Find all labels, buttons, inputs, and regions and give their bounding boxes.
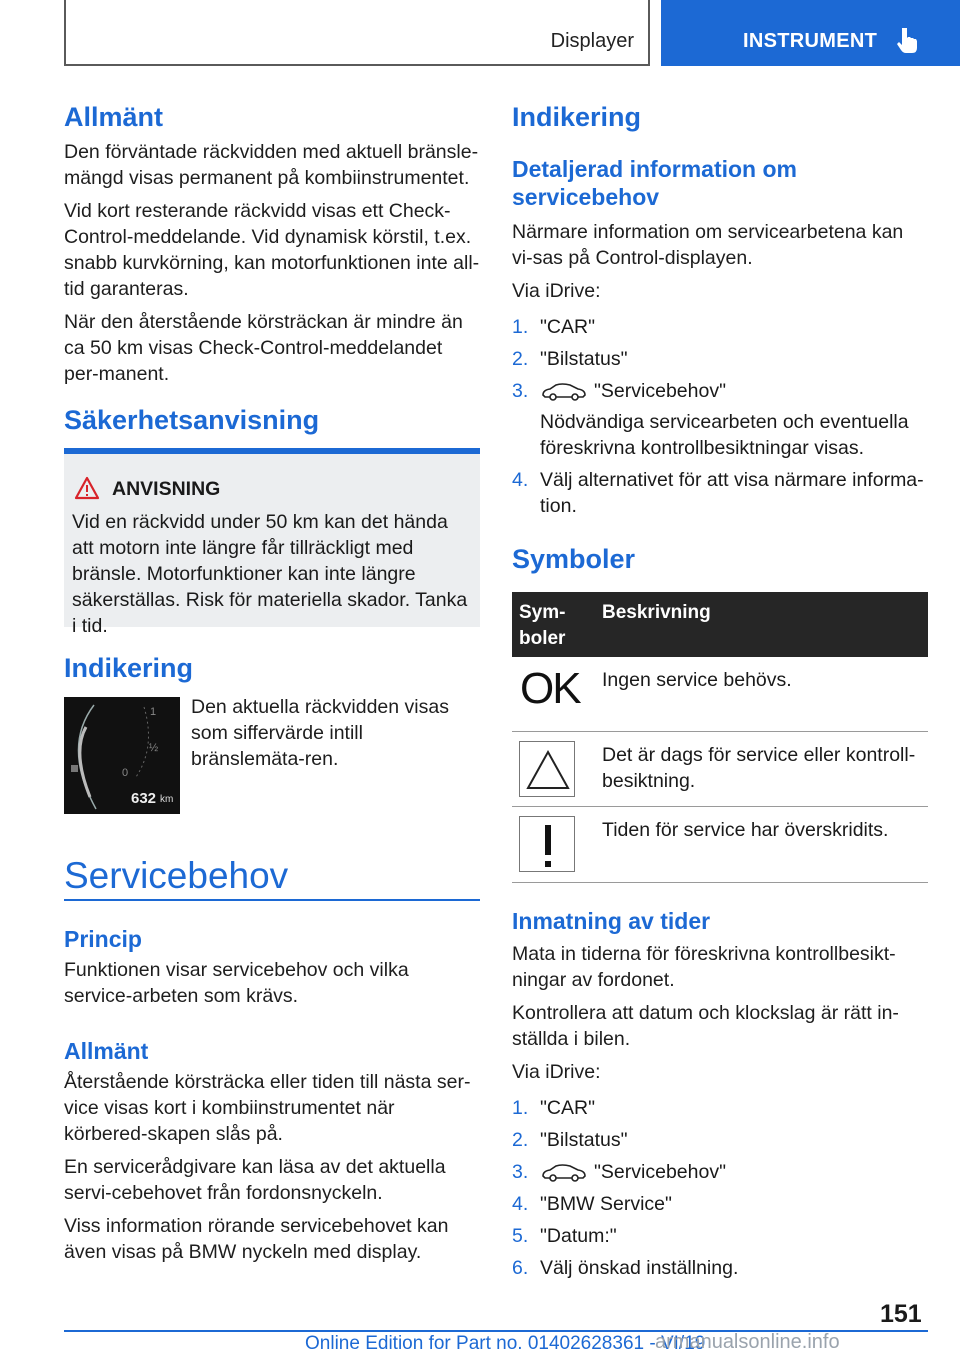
heading-symboler bbox=[512, 543, 928, 575]
heading-text: Säkerhetsanvisning bbox=[64, 405, 320, 435]
column-header: Beskrivning bbox=[602, 602, 711, 623]
heading-text: Indikering bbox=[64, 653, 194, 683]
table-cell: Tiden för service har överskridits. bbox=[602, 819, 889, 841]
heading-indikering: Indikering bbox=[512, 102, 642, 132]
header-section-label: Displayer bbox=[550, 30, 634, 52]
step-text: "Datum:" bbox=[540, 1225, 617, 1247]
heading-text: Servicebehov bbox=[64, 855, 289, 896]
paragraph: Funktionen visar servicebehov och vilka service-arbeten som krävs. bbox=[64, 959, 409, 1007]
list-item bbox=[512, 1127, 928, 1153]
exclamation-icon bbox=[519, 816, 575, 872]
step-number: 2. bbox=[512, 348, 529, 370]
symbol-table bbox=[512, 592, 928, 883]
fuel-gauge-image bbox=[64, 697, 180, 814]
triangle-icon bbox=[519, 741, 575, 797]
step-number: 5. bbox=[512, 1225, 529, 1247]
heading-text: Symboler bbox=[512, 544, 636, 574]
table-cell: Det är dags för service eller kontroll-besiktning. bbox=[602, 744, 916, 792]
paragraph: En servicerådgivare kan läsa av det aktuella servi-cebehovet från fordonsnyckeln. bbox=[64, 1156, 446, 1204]
list-item bbox=[512, 1223, 928, 1249]
header-chapter-label: INSTRUMENT bbox=[743, 30, 878, 52]
car-service-icon bbox=[540, 1163, 588, 1183]
heading-indikering-left bbox=[64, 652, 480, 684]
left-allmant-section bbox=[64, 101, 480, 387]
table-row bbox=[512, 732, 928, 807]
gauge-mark: ½ bbox=[149, 742, 159, 754]
paragraph: Närmare information om servicearbetena kan vi-sas på Control-displayen. bbox=[512, 221, 904, 269]
warning-text: Vid en räckvidd under 50 km kan det hända att motorn inte längre får tillräckligt med bränsle. Motorfunktioner kan inte längre säkerställas. Risk för materiella skador. Tanka i tid. bbox=[72, 511, 468, 637]
left-allmant2-section bbox=[64, 1037, 480, 1265]
step-number: 2. bbox=[512, 1129, 529, 1151]
step-subtext: Nödvändiga servicearbeten och eventuella föreskrivna kontrollbesiktningar visas. bbox=[540, 411, 909, 459]
header-section-tab bbox=[64, 0, 650, 66]
list-item bbox=[512, 1095, 928, 1121]
right-inmatning-section bbox=[512, 907, 928, 1287]
paragraph: Via iDrive: bbox=[512, 1061, 601, 1083]
paragraph: Den aktuella räckvidden visas som siffervärde intill bränslemäta-ren. bbox=[191, 696, 449, 770]
paragraph: Via iDrive: bbox=[512, 280, 601, 302]
paragraph: Mata in tiderna för föreskrivna kontrollbesikt-ningar av fordonet. bbox=[512, 943, 896, 991]
heading-inmatning: Inmatning av tider bbox=[512, 908, 711, 934]
table-header bbox=[512, 592, 928, 657]
range-value: 632 bbox=[131, 790, 157, 807]
heading-allmant: Allmänt bbox=[64, 102, 164, 132]
page-number: 151 bbox=[880, 1300, 922, 1328]
paragraph: När den återstående körsträckan är mindre än ca 50 km visas Check-Control-meddelandet per-manent. bbox=[64, 311, 463, 385]
heading-detaljerad: Detaljerad information om servicebehov bbox=[512, 156, 797, 210]
step-text: "BMW Service" bbox=[540, 1193, 672, 1215]
watermark: armanualsonline.info bbox=[655, 1331, 840, 1353]
car-service-icon bbox=[540, 382, 588, 402]
heading-princip: Princip bbox=[64, 926, 142, 952]
indikering-text bbox=[191, 694, 481, 772]
section-divider bbox=[64, 899, 480, 901]
step-number: 4. bbox=[512, 1193, 529, 1215]
ok-symbol: OK bbox=[520, 664, 580, 713]
list-item bbox=[512, 1159, 928, 1185]
gauge-mark: 0 bbox=[122, 767, 129, 779]
header-chapter-tab bbox=[661, 0, 960, 66]
step-number: 1. bbox=[512, 1097, 529, 1119]
table-row bbox=[512, 657, 928, 732]
right-indikering-section bbox=[512, 101, 928, 525]
step-number: 6. bbox=[512, 1257, 529, 1279]
list-item bbox=[512, 1191, 928, 1217]
idrive-steps bbox=[512, 314, 928, 519]
gauge-mark: 1 bbox=[150, 706, 157, 718]
step-text: "Bilstatus" bbox=[540, 1129, 628, 1151]
step-number: 3. bbox=[512, 380, 529, 402]
column-header: Sym-boler bbox=[519, 602, 566, 649]
list-item bbox=[512, 467, 928, 519]
paragraph: Vid kort resterande räckvidd visas ett Check-Control-meddelande. Vid dynamisk körstil, t.ex. snabb kurvkörning, kan motorfunktionen inte all-tid garanteras. bbox=[64, 200, 480, 300]
pointing-hand-icon bbox=[895, 26, 921, 54]
footer-edition: Online Edition for Part no. 01402628361 - VI/19 bbox=[305, 1333, 706, 1354]
step-text: Välj önskad inställning. bbox=[540, 1257, 739, 1279]
idrive-steps bbox=[512, 1095, 928, 1281]
heading-sakerhetsanvisning bbox=[64, 404, 480, 436]
table-row bbox=[512, 807, 928, 883]
step-text: "CAR" bbox=[540, 316, 596, 338]
range-unit: km bbox=[160, 794, 174, 805]
left-princip-section bbox=[64, 925, 480, 1009]
list-item bbox=[512, 346, 928, 372]
heading-allmant: Allmänt bbox=[64, 1038, 149, 1064]
paragraph: Kontrollera att datum och klockslag är rätt in-ställda i bilen. bbox=[512, 1002, 899, 1050]
step-text: Välj alternativet för att visa närmare informa-tion. bbox=[540, 469, 924, 517]
step-number: 1. bbox=[512, 316, 529, 338]
list-item bbox=[512, 378, 928, 461]
list-item bbox=[512, 1255, 928, 1281]
heading-servicebehov bbox=[64, 854, 480, 898]
list-item bbox=[512, 314, 928, 340]
step-text: "Bilstatus" bbox=[540, 348, 628, 370]
step-number: 4. bbox=[512, 469, 529, 491]
paragraph: Viss information rörande servicebehovet kan även visas på BMW nyckeln med display. bbox=[64, 1215, 449, 1263]
step-text: "CAR" bbox=[540, 1097, 596, 1119]
paragraph: Den förväntade räckvidden med aktuell bränsle-mängd visas permanent på kombiinstrumentet. bbox=[64, 141, 479, 189]
warning-triangle-icon bbox=[74, 476, 100, 500]
step-number: 3. bbox=[512, 1161, 529, 1183]
step-text: "Servicebehov" bbox=[594, 1161, 726, 1183]
table-cell: Ingen service behövs. bbox=[602, 669, 792, 691]
warning-box bbox=[64, 448, 480, 637]
paragraph: Återstående körsträcka eller tiden till nästa ser-vice visas kort i kombiinstrumentet när körbered-skapen slås på. bbox=[64, 1071, 471, 1145]
warning-title: ANVISNING bbox=[112, 478, 221, 500]
step-text: "Servicebehov" bbox=[594, 380, 726, 402]
